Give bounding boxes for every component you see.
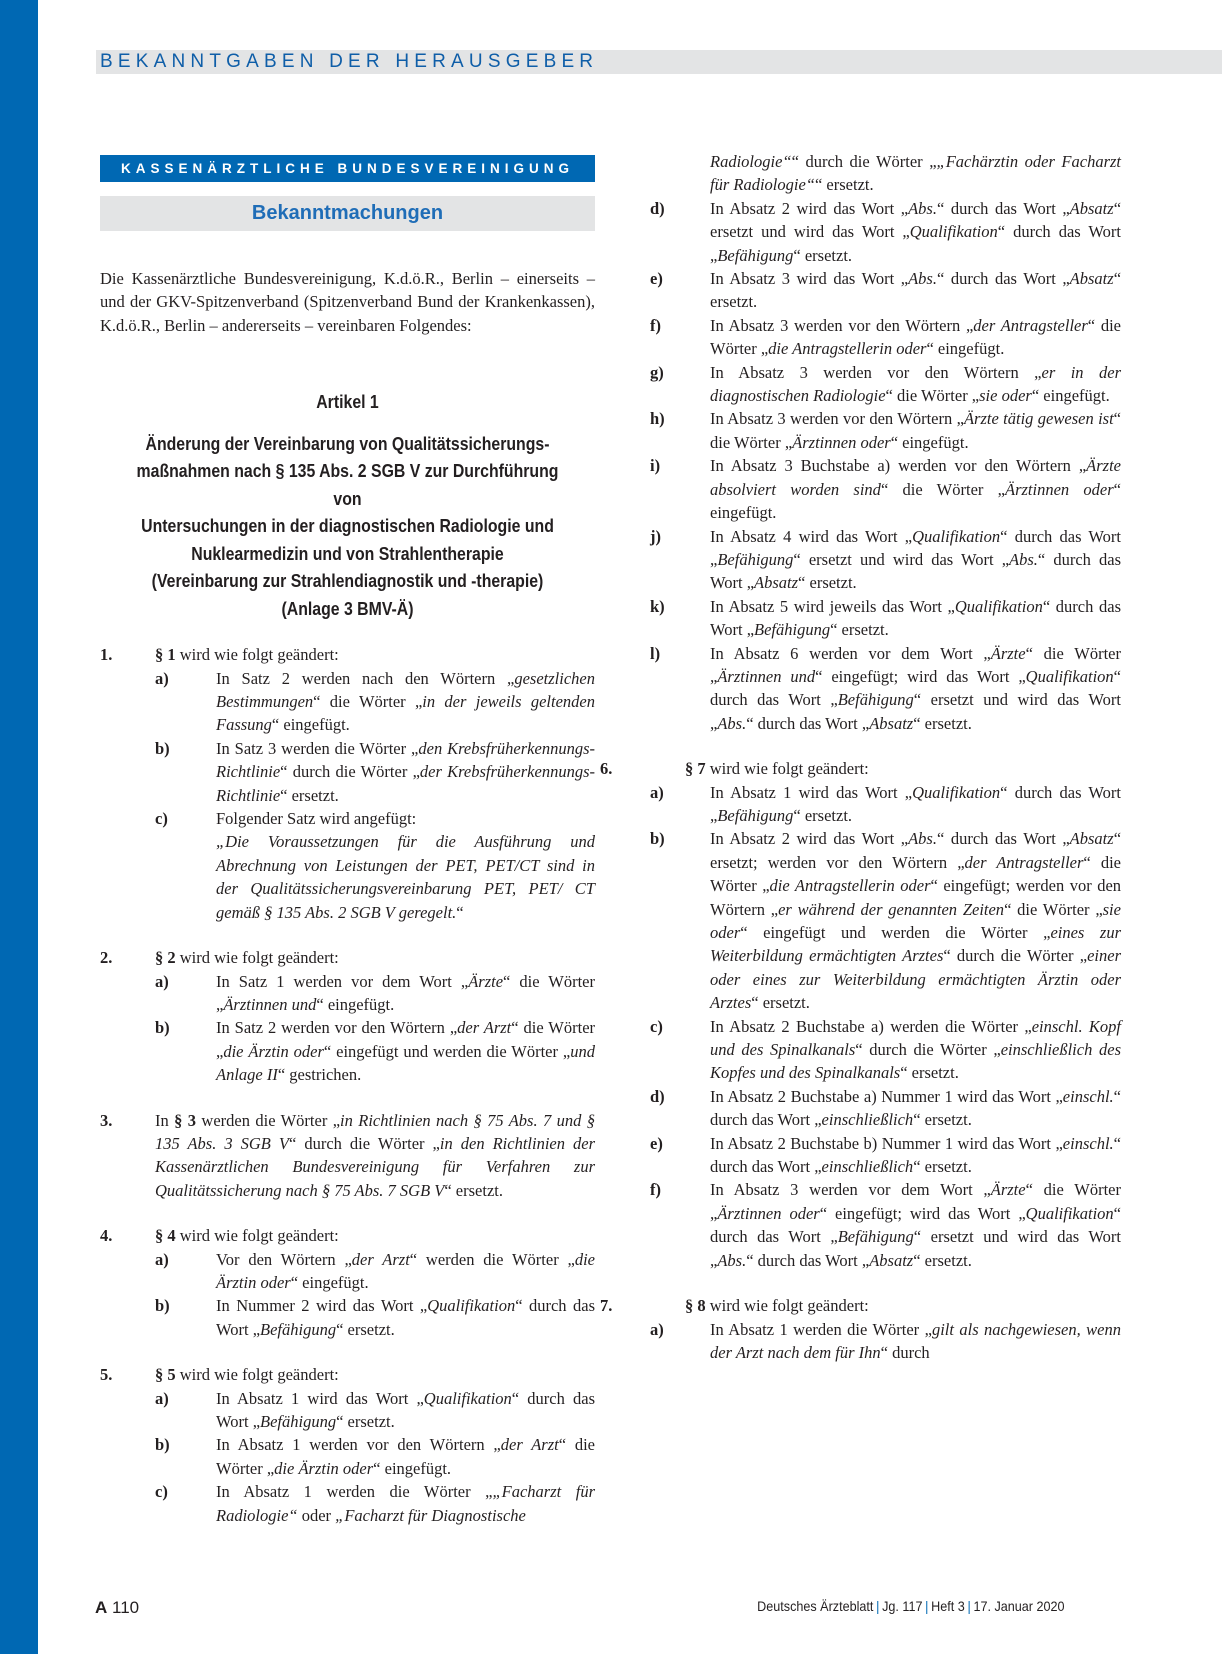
item-heading: In § 3 werden die Wörter „in Richtlinien nach § 75 Abs. 7 und § 135 Abs. 3 SGB V“ durch die Wörter „in den Richtlinien der Kassenärztlichen Bundesvereinigung für Verfahren zur Qualitätssicherung nach § 75 Abs. 7 SGB V“ ersetzt. bbox=[155, 1110, 596, 1200]
sub-item: k) In Absatz 5 wird jeweils das Wort „Qualifikation“ durch das Wort „Befähigung“ ersetzt. bbox=[650, 596, 1121, 640]
article-label: Artikel 1 bbox=[316, 392, 379, 413]
page-number: A 110 bbox=[95, 1598, 140, 1617]
sub-item: b) In Nummer 2 wird das Wort „Qualifikation“ durch das Wort „Befähigung“ ersetzt. bbox=[155, 1296, 595, 1339]
item-number: 4. bbox=[100, 1226, 113, 1246]
article-title-line: (Anlage 3 BMV-Ä) bbox=[281, 598, 414, 619]
sub-item: a) Vor den Wörtern „der Arzt“ werden die Wörter „die Ärztin oder“ eingefügt. bbox=[155, 1249, 595, 1292]
sub-item: e) In Absatz 2 Buchstabe b) Nummer 1 wird das Wort „einschl.“ durch das Wort „einschließlich“ ersetzt. bbox=[650, 1133, 1121, 1177]
right-column bbox=[600, 150, 1122, 1386]
article-title bbox=[130, 431, 566, 624]
intro-paragraph: Die Kassenärztliche Bundesvereinigung, K.d.ö.R., Berlin – einerseits – und der GKV-Spitzenverband (Spitzenverband Bund der Krankenkassen), K.d.ö.R., Berlin – andererseits – vereinbaren Folgendes: bbox=[100, 269, 595, 335]
announcement-heading: Bekanntmachungen bbox=[100, 196, 595, 231]
journal-name: Deutsches Ärzteblatt bbox=[757, 1598, 874, 1614]
sub-item: d) In Absatz 2 Buchstabe a) Nummer 1 wird das Wort „einschl.“ durch das Wort „einschließlich“ ersetzt. bbox=[650, 1086, 1121, 1130]
left-column bbox=[100, 267, 595, 1527]
amendment-item-5 bbox=[100, 1363, 595, 1527]
item-heading: § 2 wird wie folgt geändert: bbox=[155, 948, 339, 968]
item-heading: § 7 wird wie folgt geändert: bbox=[685, 759, 869, 779]
sub-item: d) In Absatz 2 wird das Wort „Abs.“ durch das Wort „Absatz“ ersetzt und wird das Wort „Qualifikation“ durch das Wort „Befähigung“ ersetzt. bbox=[650, 198, 1122, 265]
sub-item: l) In Absatz 6 werden vor dem Wort „Ärzte“ die Wörter „Ärztinnen und“ eingefügt; wird das Wort „Qualifikation“ durch das Wort „Befähigung“ ersetzt und wird das Wort „Abs.“ durch das Wort „Absatz“ ersetzt. bbox=[650, 643, 1122, 733]
sub-item: e) In Absatz 3 wird das Wort „Abs.“ durch das Wort „Absatz“ ersetzt. bbox=[650, 269, 1122, 312]
article-title-line: Untersuchungen in der diagnostischen Radiologie und bbox=[141, 516, 554, 537]
item-heading: § 4 wird wie folgt geändert: bbox=[155, 1226, 339, 1246]
sub-item: f) In Absatz 3 werden vor dem Wort „Ärzte“ die Wörter „Ärztinnen oder“ eingefügt; wird das Wort „Qualifikation“ durch das Wort „Befähigung“ ersetzt und wird das Wort „Abs.“ durch das Wort „Absatz“ ersetzt. bbox=[650, 1180, 1122, 1270]
sub-item-continuation: Radiologie““ durch die Wörter „„Fachärztin oder Facharzt für Radiologie““ ersetzt. bbox=[710, 152, 1121, 195]
article-title-line: maßnahmen nach § 135 Abs. 2 SGB V zur Durchführung von bbox=[136, 461, 559, 509]
journal-volume: Jg. 117 bbox=[882, 1598, 923, 1614]
amendment-item-7 bbox=[600, 1294, 1121, 1364]
sub-item: a) In Satz 2 werden nach den Wörtern „gesetzlichen Bestimmungen“ die Wörter „in der jeweils geltenden Fassung“ eingefügt. bbox=[155, 668, 595, 735]
item-number: 6. bbox=[600, 759, 613, 779]
amendment-item-2 bbox=[100, 946, 595, 1086]
sub-item: b) In Satz 2 werden vor den Wörtern „der Arzt“ die Wörter „die Ärztin oder“ eingefügt und werden die Wörter „und Anlage II“ gestrichen. bbox=[155, 1018, 596, 1085]
item-number: 7. bbox=[600, 1296, 613, 1316]
sub-item: g) In Absatz 3 werden vor den Wörtern „er in der diagnostischen Radiologie“ die Wörter „sie oder“ eingefügt. bbox=[650, 362, 1121, 406]
amendment-item-1 bbox=[100, 643, 595, 924]
sub-item: a) In Absatz 1 wird das Wort „Qualifikation“ durch das Wort „Befähigung“ ersetzt. bbox=[155, 1388, 596, 1431]
sub-item: b) In Absatz 2 wird das Wort „Abs.“ durch das Wort „Absatz“ ersetzt; werden vor den Wörtern „der Antragsteller“ die Wörter „die Antragstellerin oder“ eingefügt; werden vor den Wörtern „er während der genannten Zeiten“ die Wörter „sie oder“ eingefügt und werden die Wörter „eines zur Weiterbildung ermächtigten Arztes“ durch die Wörter „einer oder eines zur Weiterbildung ermächtigten Ärztin oder Arztes“ ersetzt. bbox=[650, 829, 1122, 1013]
item-heading: § 8 wird wie folgt geändert: bbox=[685, 1296, 869, 1316]
sub-item: b) In Absatz 1 werden vor den Wörtern „der Arzt“ die Wörter „die Ärztin oder“ eingefügt. bbox=[155, 1435, 595, 1478]
sub-item: c) In Absatz 2 Buchstabe a) werden die Wörter „einschl. Kopf und des Spinalkanals“ durch die Wörter „einschließlich des Kopfes und des Spinalkanals“ ersetzt. bbox=[650, 1016, 1122, 1083]
item-number: 3. bbox=[100, 1110, 113, 1130]
item-number: 1. bbox=[100, 645, 113, 665]
sub-item: b) In Satz 3 werden die Wörter „den Krebsfrüherkennungs-Richtlinie“ durch die Wörter „der Krebsfrüherkennungs-Richtlinie“ ersetzt. bbox=[155, 738, 595, 805]
item-heading: § 1 wird wie folgt geändert: bbox=[155, 645, 339, 665]
amendment-item-6 bbox=[600, 757, 1122, 1272]
journal-date: 17. Januar 2020 bbox=[973, 1598, 1065, 1614]
article-title-line: Änderung der Vereinbarung von Qualitätssicherungs- bbox=[145, 433, 550, 454]
item-number: 2. bbox=[100, 948, 113, 968]
item-number: 5. bbox=[100, 1365, 113, 1385]
amendment-item-4 bbox=[100, 1224, 595, 1341]
item-heading: § 5 wird wie folgt geändert: bbox=[155, 1365, 339, 1385]
sub-item: j) In Absatz 4 wird das Wort „Qualifikation“ durch das Wort „Befähigung“ ersetzt und wird das Wort „Abs.“ durch das Wort „Absatz“ ersetzt. bbox=[650, 526, 1122, 593]
article-title-line: (Vereinbarung zur Strahlendiagnostik und -therapie) bbox=[151, 571, 544, 592]
journal-issue: Heft 3 bbox=[931, 1598, 966, 1614]
section-title: BEKANNTGABEN DER HERAUSGEBER bbox=[100, 51, 599, 72]
sub-item: f) In Absatz 3 werden vor den Wörtern „der Antragsteller“ die Wörter „die Antragstellerin oder“ eingefügt. bbox=[650, 315, 1121, 359]
article-title-line: Nuklearmedizin und von Strahlentherapie bbox=[191, 543, 504, 564]
amendment-item-3 bbox=[100, 1109, 595, 1203]
sub-item: i) In Absatz 3 Buchstabe a) werden vor den Wörtern „Ärzte absolviert worden sind“ die Wörter „Ärztinnen oder“ eingefügt. bbox=[650, 456, 1121, 523]
organization-band: KASSENÄRZTLICHE BUNDESVEREINIGUNG bbox=[100, 155, 595, 182]
sub-item: c) In Absatz 1 werden die Wörter „„Facharzt für Radiologie“ oder „Facharzt für Diagnostische bbox=[155, 1482, 595, 1525]
sub-item: c) Folgender Satz wird angefügt: „Die Voraussetzungen für die Ausführung und Abrechnung von Leistungen der PET, PET/CT sind in der Qualitätssicherungsvereinbarung PET, PET/ CT gemäß § 135 Abs. 2 SGB V geregelt.“ bbox=[155, 809, 595, 922]
sub-item: h) In Absatz 3 werden vor den Wörtern „Ärzte tätig gewesen ist“ die Wörter „Ärztinnen oder“ eingefügt. bbox=[650, 409, 1121, 452]
sidebar-strip bbox=[0, 0, 38, 1654]
sub-item: a) In Absatz 1 wird das Wort „Qualifikation“ durch das Wort „Befähigung“ ersetzt. bbox=[650, 782, 1122, 825]
journal-citation: Deutsches Ärzteblatt | Jg. 117 | Heft 3 | 17. Januar 2020 bbox=[757, 1598, 1065, 1614]
amendment-item-5-continued bbox=[625, 150, 1121, 735]
sub-item: a) In Absatz 1 werden die Wörter „gilt als nachgewiesen, wenn der Arzt nach dem für Ihn“ durch bbox=[650, 1319, 1121, 1362]
sub-item: a) In Satz 1 werden vor dem Wort „Ärzte“ die Wörter „Ärztinnen und“ eingefügt. bbox=[155, 971, 595, 1014]
